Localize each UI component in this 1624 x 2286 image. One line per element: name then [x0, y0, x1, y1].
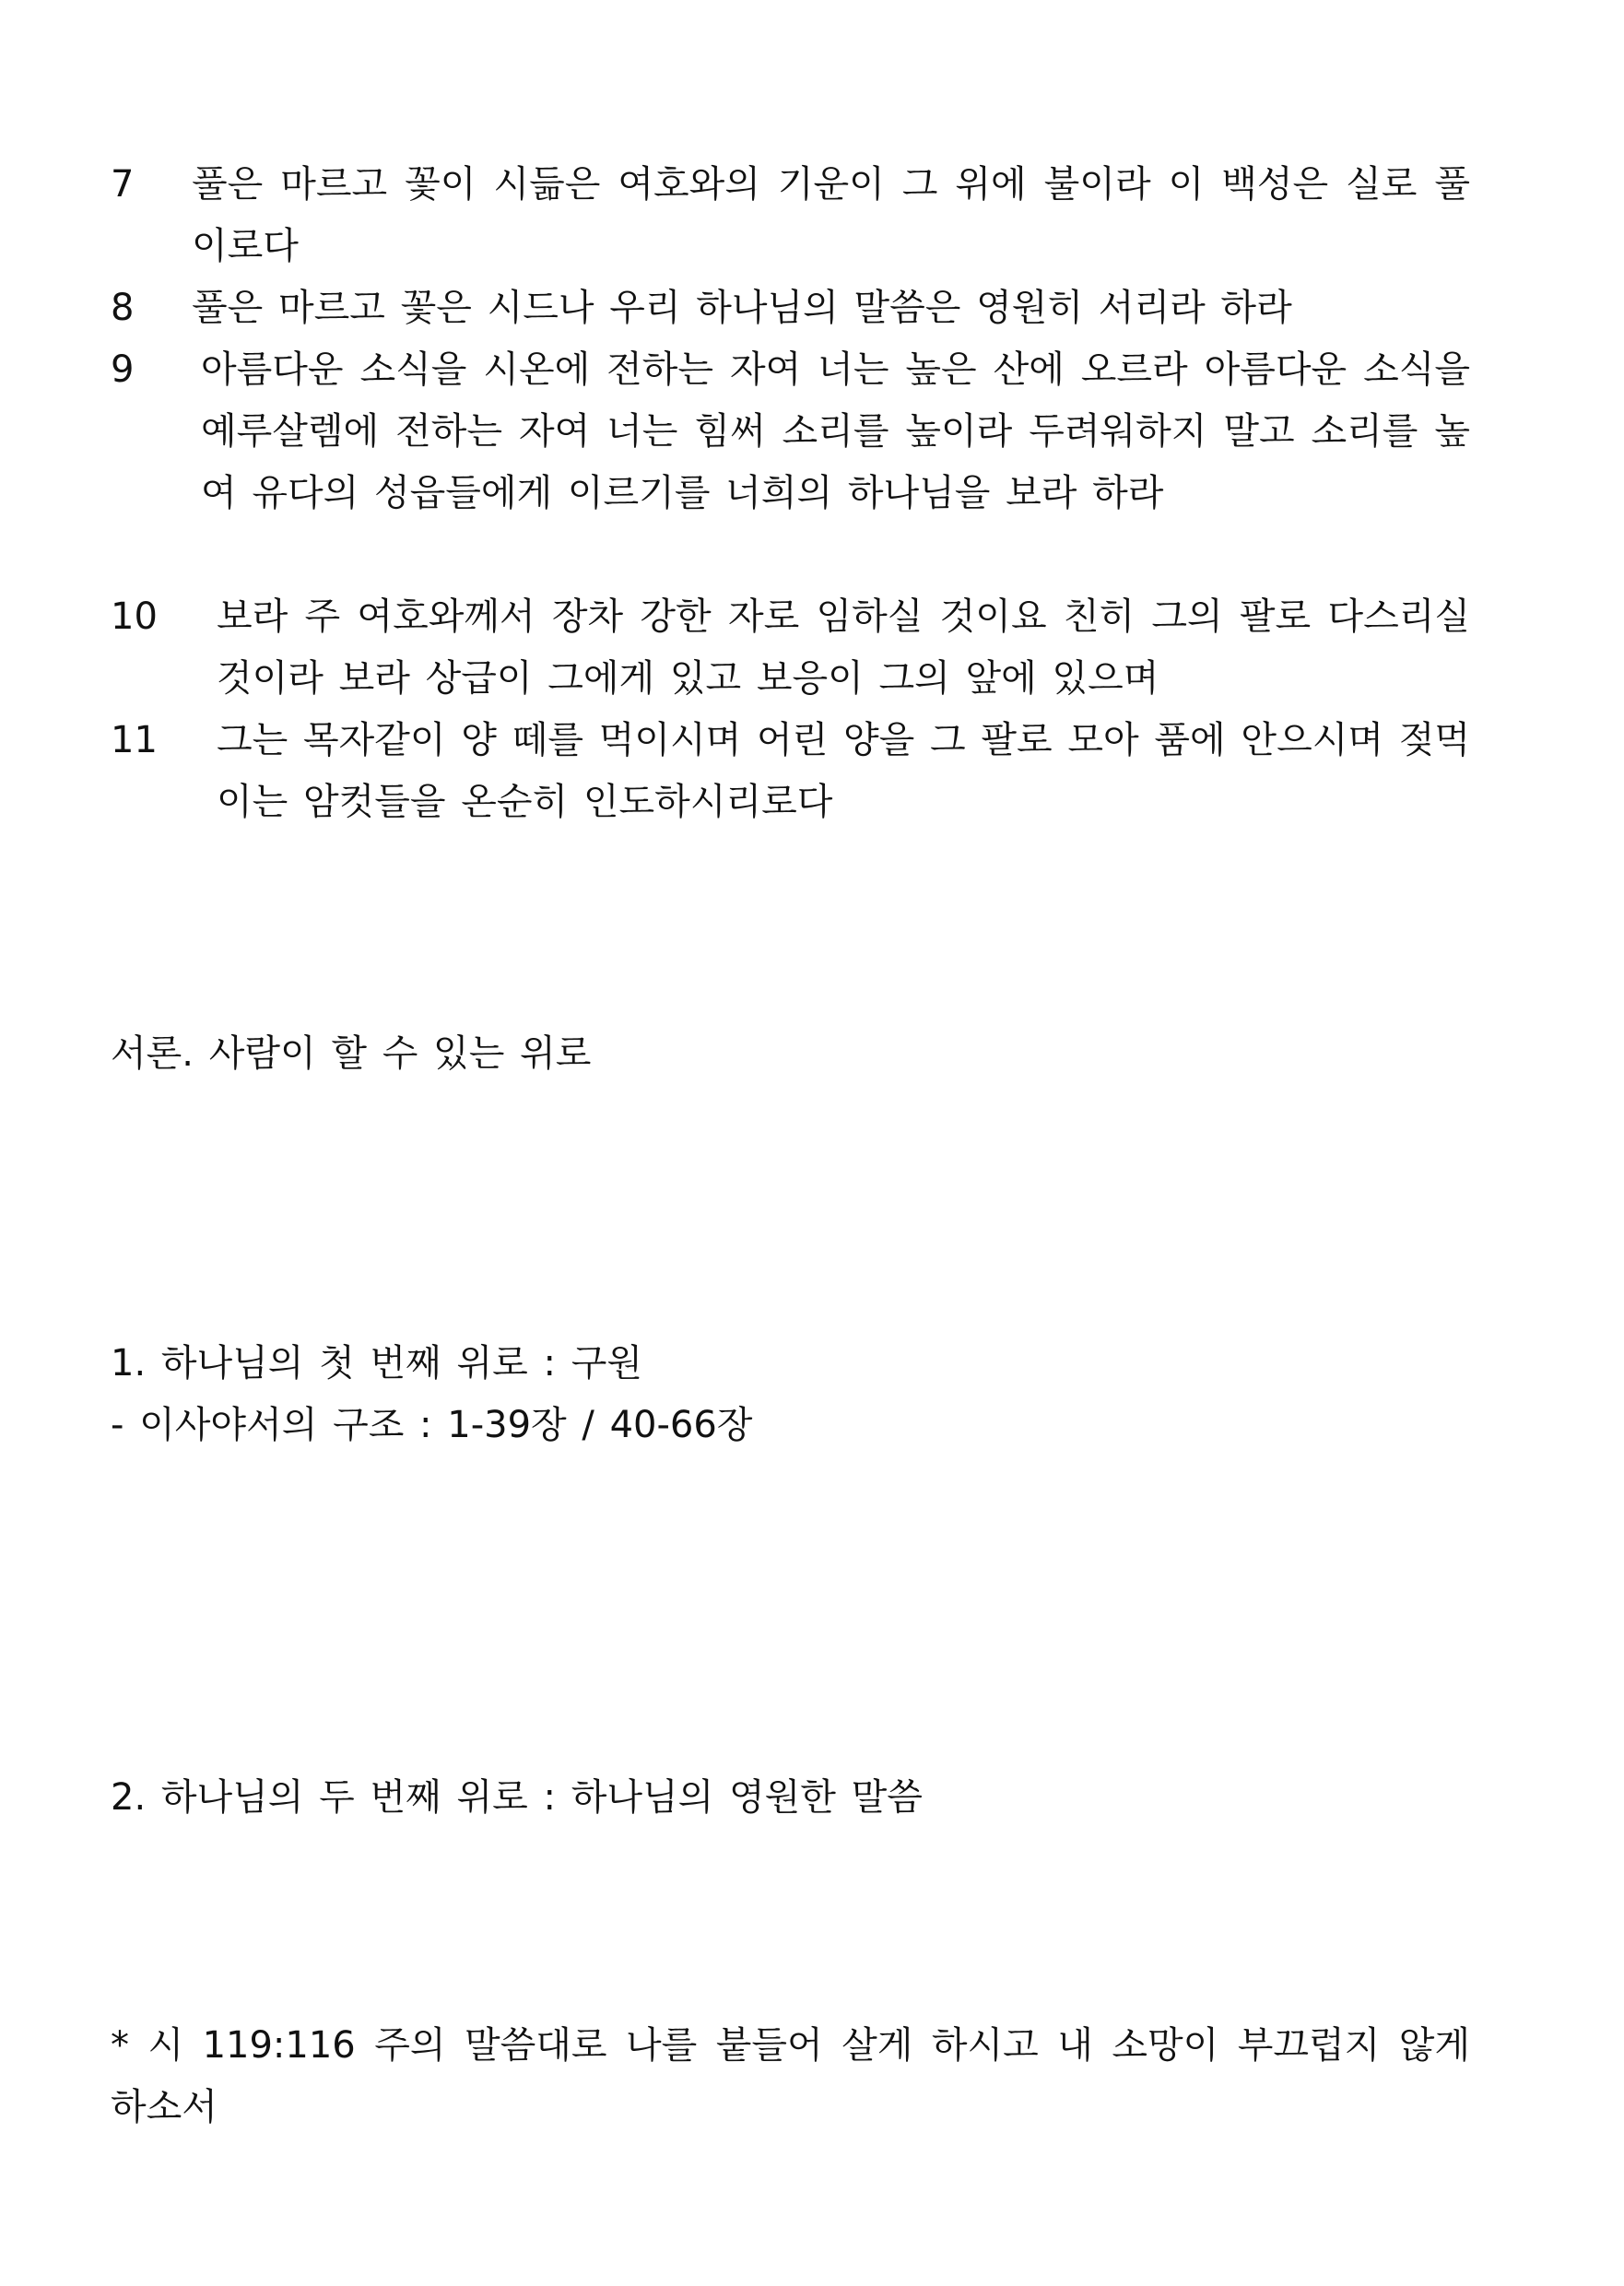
verse-number: 10 [111, 595, 158, 638]
verse-number: 9 [111, 348, 135, 391]
verse-text: 풀은 마르고 꽃은 시드나 우리 하나님의 말씀은 영원히 서리라 하라 [192, 287, 1292, 329]
verse-11 [111, 710, 1470, 833]
verse-8 [111, 277, 1470, 339]
verse-number: 11 [111, 719, 158, 761]
point-1-subpoint: - 이사야서의 구조 : 1-39장 / 40-66장 [111, 1404, 753, 1446]
footnote-verse: * 시 119:116 주의 말씀대로 나를 붙들어 살게 하시고 내 소망이 부끄럽지 않게 하소서 [111, 2024, 1470, 2128]
verse-text: 보라 주 여호와께서 장차 강한 자로 임하실 것이요 친히 그의 팔로 다스리실 것이라 보라 상급이 그에게 있고 보응이 그의 앞에 있으며 [217, 595, 1470, 700]
point-2-heading: 2. 하나님의 두 번째 위로 : 하나님의 영원한 말씀 [111, 1776, 923, 1819]
verse-text: 풀은 마르고 꽃이 시듦은 여호와의 기운이 그 위에 불이라 이 백성은 실로 풀이로다 [192, 163, 1470, 267]
verse-text: 그는 목자같이 양 떼를 먹이시며 어린 양을 그 팔로 모아 품에 안으시며 젖먹이는 암컷들을 온순히 인도하시리로다 [217, 719, 1470, 823]
verse-10 [111, 586, 1470, 710]
verse-9 [111, 339, 1470, 524]
intro-heading: 서론. 사람이 할 수 있는 위로 [111, 1032, 592, 1075]
verse-text: 아름다운 소식을 시온에 전하는 자여 너는 높은 산에 오르라 아름다운 소식을 예루살렘에 전하는 자여 너는 힘써 소리를 높이라 두려워하지 말고 소리를 높여 유다의 성읍들에게 이르기를 너희의 하나님을 보라 하라 [201, 348, 1470, 514]
verse-number: 7 [111, 163, 135, 206]
point-1-heading: 1. 하나님의 첫 번째 위로 : 구원 [111, 1342, 642, 1385]
verse-number: 8 [111, 287, 135, 329]
verse-7 [111, 154, 1470, 277]
